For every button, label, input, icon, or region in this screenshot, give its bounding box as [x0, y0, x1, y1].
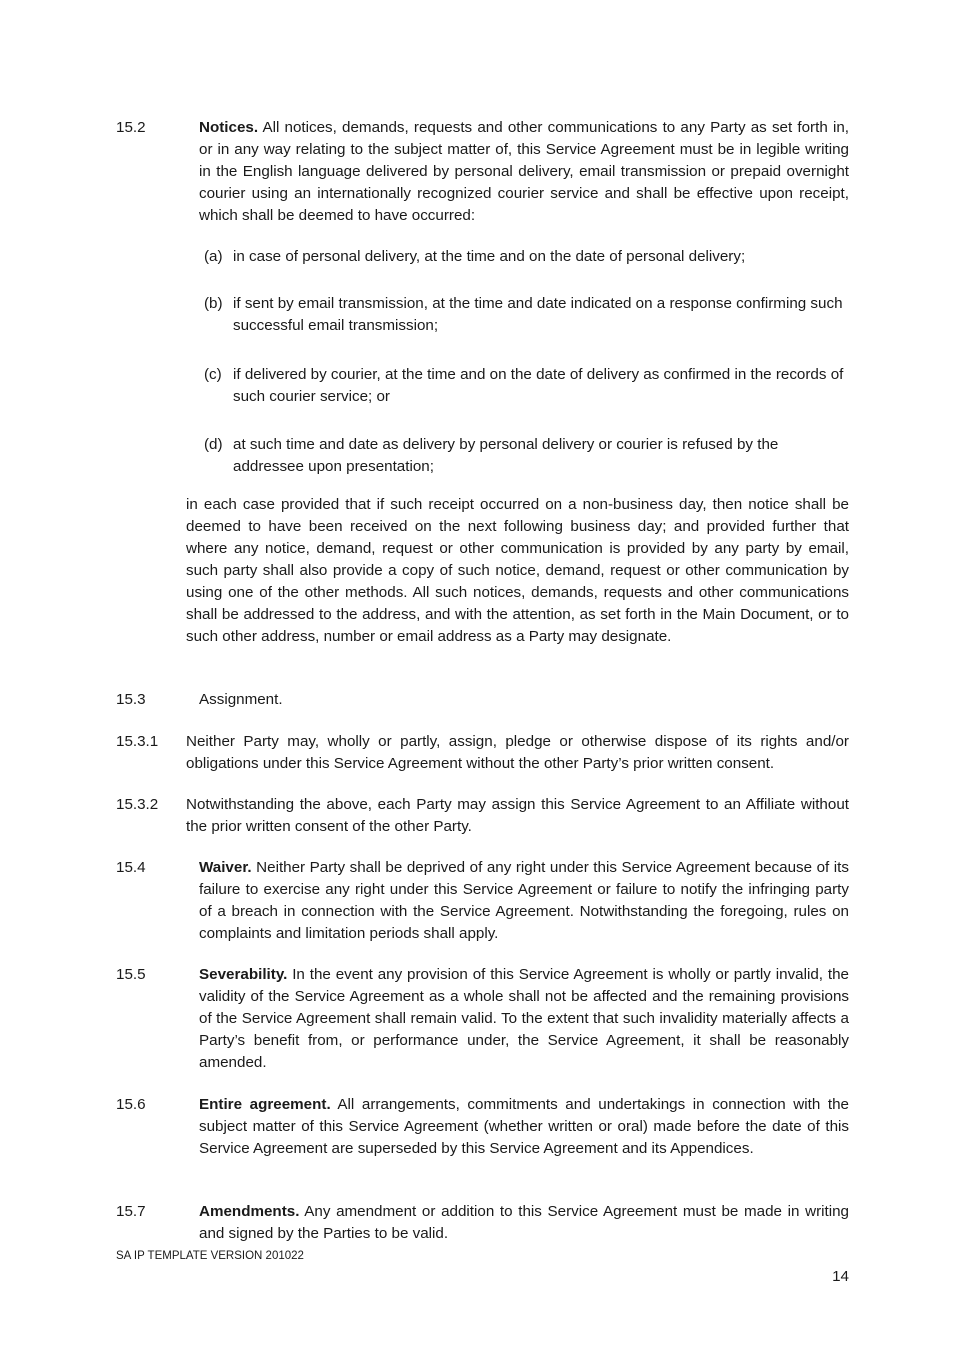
clause-body: [199, 117, 849, 227]
clause-15-3-2: [116, 794, 849, 838]
notice-item-b: [204, 293, 849, 337]
clause-title: Amendments.: [199, 1203, 300, 1220]
clause-number: 15.7: [116, 1203, 146, 1220]
clause-text: All arrangements, commitments and undertakings in connection with the subject matter of this Service Agreement (whether written or oral) made before the date of this Service Agreement are superseded by this Service Agreement and its Appendices.: [199, 1096, 849, 1157]
clause-title: Waiver.: [199, 859, 252, 876]
clause-body: [199, 857, 849, 945]
clause-number: 15.3.2: [116, 796, 159, 813]
clause-15-3-1: [116, 731, 849, 775]
clause-15-2: [116, 117, 849, 227]
notice-item-d: [204, 434, 849, 478]
clause-15-3: [116, 689, 849, 711]
clause-15-4: [116, 857, 849, 945]
item-text: if sent by email transmission, at the time and date indicated on a response confirming such successful email transmission;: [233, 295, 843, 334]
clause-body: [199, 1094, 849, 1160]
clause-title: Notices.: [199, 119, 259, 136]
item-text: if delivered by courier, at the time and on the date of delivery as confirmed in the records of such courier service; or: [233, 366, 844, 405]
clause-number: 15.3.1: [116, 733, 159, 750]
clause-text: In the event any provision of this Service Agreement is wholly or partly invalid, the validity of the Service Agreement as a whole shall not be affected and the remaining provisions of the Service Agreement shall remain valid. To the extent that such invalidity materially affects a Party’s benefit from, or performance under, the Service Agreement, it shall be reasonably amended.: [199, 966, 849, 1071]
clause-number: 15.2: [116, 119, 146, 136]
clause-body: [199, 1201, 849, 1245]
page-number: 14: [832, 1268, 849, 1285]
item-label: (d): [204, 436, 223, 453]
clause-text: Notwithstanding the above, each Party may assign this Service Agreement to an Affiliate without the prior written consent of the other Party.: [186, 796, 849, 835]
clause-number: 15.4: [116, 859, 146, 876]
paragraph-text: in each case provided that if such receipt occurred on a non-business day, then notice shall be deemed to have been received on the next following business day; and provided further that where any notice, demand, request or other communication is provided by any party by email, such party shall also provide a copy of such notice, demand, request or other communication by using one of the other methods. All such notices, demands, requests and other communications shall be addressed to the address, and with the attention, as set forth in the Main Document, or to such other address, number or email address as a Party may designate.: [186, 496, 849, 645]
notice-tail-paragraph: [186, 494, 849, 648]
notice-item-c: [204, 364, 849, 408]
clause-number: 15.5: [116, 966, 146, 983]
clause-text: All notices, demands, requests and other communications to any Party as set forth in, or in any way relating to the subject matter of, this Service Agreement must be in legible writing in the English language delivered by personal delivery, email transmission or prepaid overnight courier using an internationally recognized courier service and shall be effective upon receipt, which shall be deemed to have occurred:: [199, 119, 849, 224]
footer-version: SA IP TEMPLATE VERSION 201022: [116, 1250, 304, 1262]
clause-text: Any amendment or addition to this Service Agreement must be made in writing and signed by the Parties to be valid.: [199, 1203, 849, 1242]
notice-item-a: [204, 246, 849, 268]
clause-text: Neither Party may, wholly or partly, assign, pledge or otherwise dispose of its rights and/or obligations under this Service Agreement without the other Party’s prior written consent.: [186, 733, 849, 772]
clause-text: Neither Party shall be deprived of any right under this Service Agreement because of its failure to exercise any right under this Service Agreement or failure to notify the infringing party of a breach in connection with the Service Agreement. Notwithstanding the foregoing, rules on complaints and limitation periods shall apply.: [199, 859, 849, 942]
clause-15-7: [116, 1201, 849, 1245]
clause-number: 15.6: [116, 1096, 146, 1113]
clause-title: Severability.: [199, 966, 288, 983]
item-label: (a): [204, 248, 223, 265]
item-label: (c): [204, 366, 222, 383]
clause-number: 15.3: [116, 691, 146, 708]
item-text: in case of personal delivery, at the time and on the date of personal delivery;: [233, 248, 746, 265]
clause-15-5: [116, 964, 849, 1074]
clause-text: Assignment.: [199, 691, 283, 708]
item-text: at such time and date as delivery by personal delivery or courier is refused by the addressee upon presentation;: [233, 436, 779, 475]
item-label: (b): [204, 295, 223, 312]
clause-15-6: [116, 1094, 849, 1160]
clause-title: Entire agreement.: [199, 1096, 331, 1113]
clause-body: [199, 964, 849, 1074]
